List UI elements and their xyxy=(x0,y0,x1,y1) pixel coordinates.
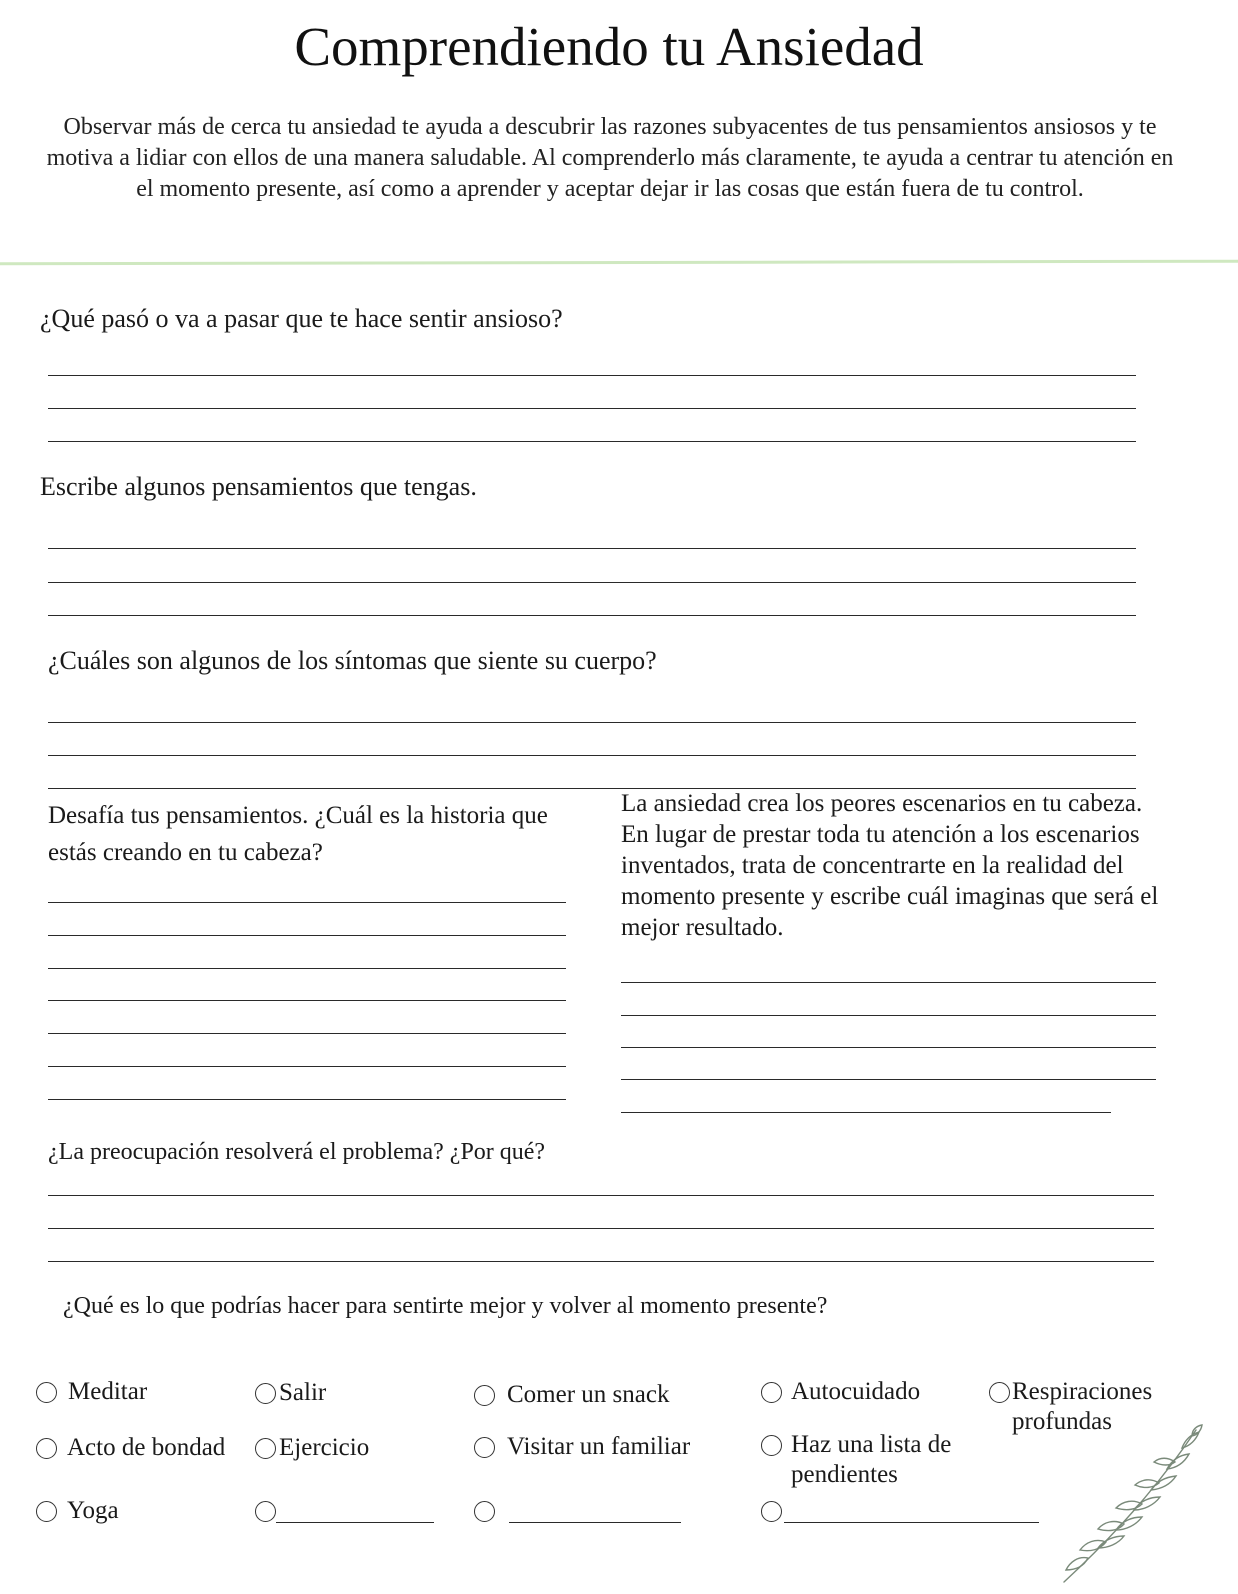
option-acto-bondad[interactable] xyxy=(36,1433,225,1463)
option-ejercicio[interactable] xyxy=(255,1433,369,1463)
radio-circle[interactable] xyxy=(989,1382,1010,1403)
radio-circle[interactable] xyxy=(474,1385,495,1406)
radio-circle[interactable] xyxy=(36,1501,57,1522)
answer-line[interactable] xyxy=(48,722,1136,723)
radio-circle[interactable] xyxy=(474,1501,495,1522)
answer-line[interactable] xyxy=(48,582,1136,583)
option-lista-pendientes[interactable] xyxy=(761,1430,981,1490)
answer-line[interactable] xyxy=(48,548,1136,549)
radio-circle[interactable] xyxy=(761,1435,782,1456)
answer-line[interactable] xyxy=(48,1261,1154,1262)
radio-circle[interactable] xyxy=(36,1438,57,1459)
radio-circle[interactable] xyxy=(36,1382,57,1403)
option-custom-1[interactable] xyxy=(255,1500,434,1523)
question-challenge-thoughts: Desafía tus pensamientos. ¿Cuál es la historia que estás creando en tu cabeza? xyxy=(48,802,548,866)
option-label: Acto de bondad xyxy=(67,1434,226,1461)
answer-line[interactable] xyxy=(48,408,1136,409)
answer-line[interactable] xyxy=(48,441,1136,442)
answer-line[interactable] xyxy=(48,1195,1154,1196)
custom-option-blank[interactable] xyxy=(276,1500,434,1523)
question-feel-better: ¿Qué es lo que podrías hacer para sentirte mejor y volver al momento presente? xyxy=(63,1293,828,1319)
option-label: Respiraciones profundas xyxy=(1012,1378,1153,1435)
answer-line[interactable] xyxy=(621,1112,1111,1113)
radio-circle[interactable] xyxy=(255,1438,276,1459)
answer-line[interactable] xyxy=(48,1066,566,1067)
radio-circle[interactable] xyxy=(761,1382,782,1403)
option-custom-3[interactable] xyxy=(761,1500,1039,1523)
intro-paragraph: Observar más de cerca tu ansiedad te ayuda a descubrir las razones subyacentes de tus pensamientos ansiosos y te motiva a lidiar con ellos de una manera saludable. Al comprenderlo más claramente, te ayuda a centrar tu atención en el momento presente, así como a aprender y aceptar dejar ir las cosas que están fuera de tu control. xyxy=(46,114,1174,202)
answer-line[interactable] xyxy=(48,755,1136,756)
option-label: Visitar un familiar xyxy=(507,1433,691,1460)
option-label: Meditar xyxy=(68,1378,148,1405)
page-title: Comprendiendo tu Ansiedad xyxy=(294,16,924,77)
option-label: Salir xyxy=(279,1379,327,1406)
option-autocuidado[interactable] xyxy=(761,1377,920,1407)
answer-line[interactable] xyxy=(48,935,566,936)
option-comer-snack[interactable] xyxy=(474,1380,669,1410)
green-divider xyxy=(0,260,1238,266)
option-meditar[interactable] xyxy=(36,1377,147,1407)
radio-circle[interactable] xyxy=(255,1501,276,1522)
question-best-outcome: La ansiedad crea los peores escenarios en tu cabeza. En lugar de prestar toda tu atención a los escenarios inventados, trata de concentrarte en la realidad del momento presente y escribe cuál imaginas que será el mejor resultado. xyxy=(621,790,1159,941)
answer-line[interactable] xyxy=(621,1047,1156,1048)
answer-line[interactable] xyxy=(48,615,1136,616)
answer-line[interactable] xyxy=(621,1015,1156,1016)
answer-line[interactable] xyxy=(48,968,566,969)
question-thoughts: Escribe algunos pensamientos que tengas. xyxy=(40,472,477,501)
answer-line[interactable] xyxy=(48,1033,566,1034)
option-label: Ejercicio xyxy=(279,1434,370,1461)
option-yoga[interactable] xyxy=(36,1496,119,1526)
option-label: Haz una lista de pendientes xyxy=(791,1431,952,1488)
answer-line[interactable] xyxy=(621,1079,1156,1080)
custom-option-blank[interactable] xyxy=(784,1500,1039,1523)
question-symptoms: ¿Cuáles son algunos de los síntomas que siente su cuerpo? xyxy=(48,646,657,675)
custom-option-blank[interactable] xyxy=(509,1500,681,1523)
answer-line[interactable] xyxy=(48,902,566,903)
answer-line[interactable] xyxy=(48,1000,566,1001)
answer-line[interactable] xyxy=(48,1228,1154,1229)
radio-circle[interactable] xyxy=(761,1501,782,1522)
option-salir[interactable] xyxy=(255,1378,326,1408)
radio-circle[interactable] xyxy=(255,1383,276,1404)
question-worry-solve: ¿La preocupación resolverá el problema? ¿Por qué? xyxy=(48,1139,546,1165)
option-label: Yoga xyxy=(67,1497,119,1524)
option-label: Comer un snack xyxy=(507,1381,670,1408)
option-visitar-familiar[interactable] xyxy=(474,1432,690,1462)
option-custom-2[interactable] xyxy=(474,1500,681,1523)
question-anxiety-cause: ¿Qué pasó o va a pasar que te hace sentir ansioso? xyxy=(40,304,563,333)
leaf-sprig-icon xyxy=(1058,1424,1208,1586)
answer-line[interactable] xyxy=(48,375,1136,376)
radio-circle[interactable] xyxy=(474,1437,495,1458)
answer-line[interactable] xyxy=(621,982,1156,983)
option-label: Autocuidado xyxy=(791,1378,921,1405)
answer-line[interactable] xyxy=(48,1099,566,1100)
